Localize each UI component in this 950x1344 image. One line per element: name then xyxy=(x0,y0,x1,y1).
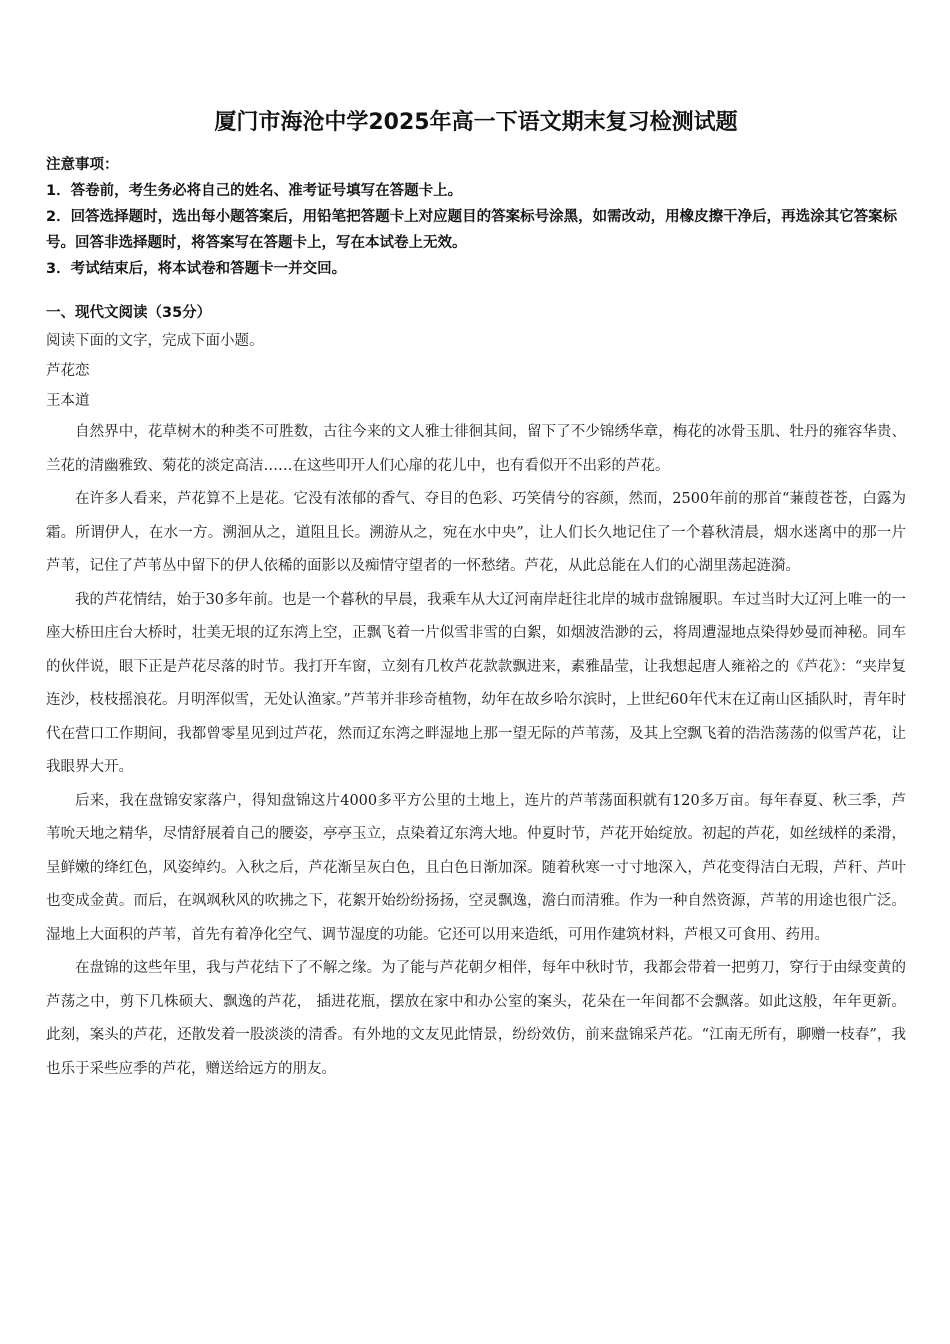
section-heading: 一、现代文阅读（35分） xyxy=(46,305,212,321)
notice-block xyxy=(46,152,906,282)
notice-heading: 注意事项： xyxy=(46,157,119,173)
article-title: 芦花恋 xyxy=(46,363,90,379)
notice-item: 1．答卷前，考生务必将自己的姓名、准考证号填写在答题卡上。 xyxy=(46,183,463,199)
article-paragraph: 我的芦花情结，始于30多年前。也是一个暮秋的早晨，我乘车从大辽河南岸赶往北岸的城市盘锦履职。车过当时大辽河上唯一的一座大桥田庄台大桥时，壮美无垠的辽东湾上空，正飘飞着一片似雪非雪的白絮，如烟波浩渺的云，将周遭湿地点染得妙曼而神秘。同车的伙伴说，眼下正是芦花尽落的时节。我打开车窗，立刻有几枚芦花款款飘进来，素雅晶莹，让我想起唐人雍裕之的《芦花》：“夹岸复连沙，枝枝摇浪花。月明浑似雪，无处认渔家。”芦苇并非珍奇植物，幼年在故乡哈尔滨时，上世纪60年代末在辽南山区插队时，青年时代在营口工作期间，我都曾零星见到过芦花，然而辽东湾之畔湿地上那一望无际的芦苇荡，及其上空飘飞着的浩浩荡荡的似雪芦花，让我眼界大开。 xyxy=(46,591,906,775)
article-paragraph: 自然界中，花草树木的种类不可胜数，古往今来的文人雅士徘徊其间，留下了不少锦绣华章，梅花的冰骨玉肌、牡丹的雍容华贵、兰花的清幽雅致、菊花的淡定高洁……在这些叩开人们心扉的花儿中，也有看似开不出彩的芦花。 xyxy=(46,424,906,474)
article-paragraph: 在盘锦的这些年里，我与芦花结下了不解之缘。为了能与芦花朝夕相伴，每年中秋时节，我都会带着一把剪刀，穿行于由绿变黄的芦荡之中，剪下几株硕大、飘逸的芦花， 插进花瓶，摆放在家中和办公室的案头，花朵在一年间都不会飘落。如此这般，年年更新。此刻，案头的芦花，还散发着一股淡淡的清香。有外地的文友见此情景，纷纷效仿，前来盘锦采芦花。“江南无所有，聊赠一枝春”，我也乐于采些应季的芦花，赠送给远方的朋友。 xyxy=(46,960,906,1077)
article-paragraph: 后来，我在盘锦安家落户，得知盘锦这片4000多平方公里的土地上，连片的芦苇荡面积就有120多万亩。每年春夏、秋三季，芦苇吮天地之精华，尽情舒展着自己的腰姿，亭亭玉立，点染着辽东湾大地。仲夏时节，芦花开始绽放。初起的芦花，如丝绒样的柔滑，呈鲜嫩的绛红色，风姿绰约。入秋之后，芦花渐呈灰白色，且白色日渐加深。随着秋寒一寸寸地深入，芦花变得洁白无瑕，芦秆、芦叶也变成金黄。而后，在飒飒秋风的吹拂之下，花絮开始纷纷扬扬，空灵飘逸，澹白而清雅。作为一种自然资源，芦苇的用途也很广泛。湿地上大面积的芦苇，首先有着净化空气、调节湿度的功能。它还可以用来造纸，可用作建筑材料，芦根又可食用、药用。 xyxy=(46,792,906,943)
page-title: 厦门市海沧中学2025年高一下语文期末复习检测试题 xyxy=(214,110,738,135)
article-paragraph: 在许多人看来，芦花算不上是花。它没有浓郁的香气、夺目的色彩、巧笑倩兮的容颜，然而，2500年前的那首“蒹葭苍苍，白露为霜。所谓伊人，在水一方。溯洄从之，道阻且长。溯游从之，宛在水中央”，让人们长久地记住了一个暮秋清晨，烟水迷离中的那一片芦苇，记住了芦苇丛中留下的伊人依稀的面影以及痴情守望者的一怀愁绪。芦花，从此总能在人们的心湖里荡起涟漪。 xyxy=(46,491,906,574)
reading-passage xyxy=(46,326,906,1086)
notice-item: 3．考试结束后，将本试卷和答题卡一并交回。 xyxy=(46,261,347,277)
reading-instruction: 阅读下面的文字，完成下面小题。 xyxy=(46,333,264,349)
article-author: 王本道 xyxy=(46,393,90,409)
notice-item: 2．回答选择题时，选出每小题答案后，用铅笔把答题卡上对应题目的答案标号涂黑，如需改动，用橡皮擦干净后，再选涂其它答案标号。回答非选择题时，将答案写在答题卡上，写在本试卷上无效。 xyxy=(46,209,898,251)
